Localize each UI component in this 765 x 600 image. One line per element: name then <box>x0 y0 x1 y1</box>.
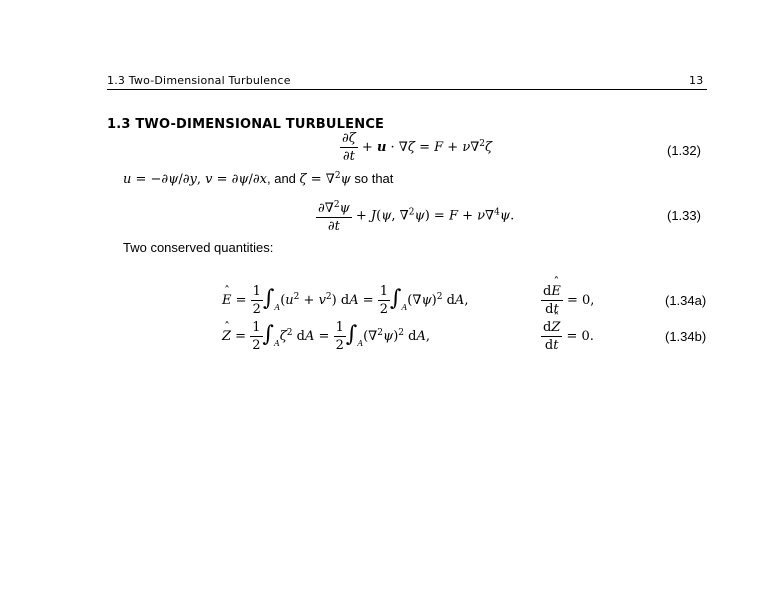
equation-number-1-32: (1.32) <box>667 143 701 158</box>
equation-1-33: $\frac{\partial\nabla^2\psi}{\partial t}$ + J(ψ, ∇$^2$ψ) = F + ν∇$^4$ψ. <box>318 200 515 234</box>
running-header: 1.3 Two-Dimensional Turbulence <box>107 74 291 87</box>
conserved-quantities-text: Two conserved quantities: <box>123 240 274 255</box>
section-title: 1.3 TWO-DIMENSIONAL TURBULENCE <box>107 117 385 132</box>
equation-number-1-33: (1.33) <box>667 208 701 223</box>
header-rule <box>107 89 707 90</box>
equation-1-34b-enstrophy: ˆ Z = $\frac{1}{2}$ $\int_A\zeta^2$ dA = $\frac{1}{2}$ $\int_A(\nabla^2\psi)^2$ dA, <box>222 320 430 353</box>
rhs-1-34a: = 0, <box>566 293 595 308</box>
equation-1-32: $\frac{\partial\zeta}{\partial t}$ + u · ∇ζ = F + ν∇$^2$ζ <box>342 131 493 164</box>
definitions-line: u = −∂ψ/∂y, v = ∂ψ/∂x, and ζ = ∇$^2$ψ so that <box>123 171 394 187</box>
and-text: , and <box>267 171 300 186</box>
equation-1-34a-rate: $\frac{\text{dˆ E}}{dt}$ = 0, <box>541 284 594 317</box>
page-number: 13 <box>689 74 704 87</box>
equation-number-1-34b: (1.34b) <box>665 329 707 344</box>
rhs-1-34b: = 0. <box>566 329 594 344</box>
equation-number-1-34a: (1.34a) <box>665 293 707 308</box>
so-that-text: so that <box>350 171 394 186</box>
equation-1-34b-rate: $\frac{\text{dˆ Z}}{dt}$ = 0. <box>541 320 594 353</box>
equation-1-34a-energy: ˆ E = $\frac{1}{2}$ $\int_A(u^2 + v^2)$ dA = $\frac{1}{2}$ $\int_A(\nabla\psi)^2$ dA, <box>222 284 468 317</box>
